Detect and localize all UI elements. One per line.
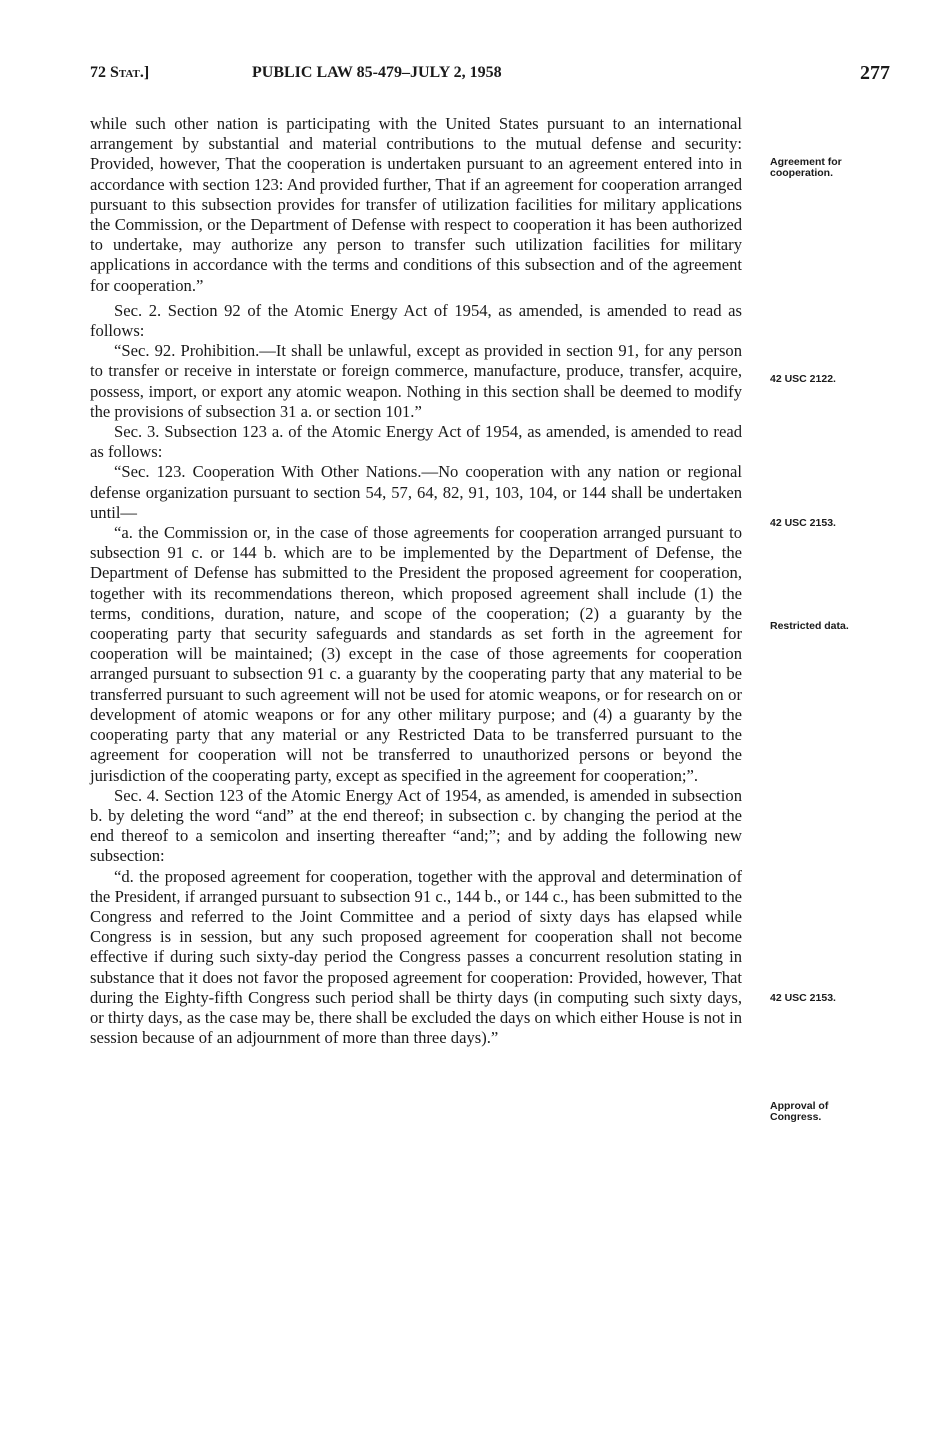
paragraph-sec-4: Sec. 4. Section 123 of the Atomic Energy Act of 1954, as amended, is amended in subsection b. by deleting the word “and” at the end thereof; in subsection c. by changing the period at the end thereof to a semicolon and inserting thereafter “and;”; and by adding the following new subsection: [90, 785, 742, 866]
paragraph-sub-d: “d. the proposed agreement for cooperation, together with the approval and determination of the President, if arranged pursuant to subsection 91 c., 144 b., or 144 c., has been submitted to the Congress and referred to the Joint Committee and a period of sixty days has elapsed while Congress is in session, but any such proposed agreement for cooperation shall not become effective if during such sixty-day period the Congress passes a concurrent resolution stating in substance that it does not favor the proposed agreement for cooperation: Provided, however, That during the Eighty-fifth Congress such period shall be thirty days (in computing such sixty days, or thirty days, as the case may be, there shall be excluded the days on which either House is not in session because of an adjournment of more than three days).” [90, 866, 742, 1048]
statute-volume-label: Stat.] [110, 64, 150, 81]
margin-note-usc-2153-a: 42 USC 2153. [770, 517, 836, 529]
margin-note-usc-2122: 42 USC 2122. [770, 373, 836, 385]
paragraph-sub-a: “a. the Commission or, in the case of those agreements for cooperation arranged pursuant to subsection 91 c. or 144 b. which are to be implemented by the Department of Defense, the Department of Defense has submitted to the President the proposed agreement for cooperation, together with its recommendations thereon, which proposed agreement shall include (1) the terms, conditions, duration, nature, and scope of the cooperation; (2) a guaranty by the cooperating party that security safeguards and standards as set forth in the agreement for cooperation will be maintained; (3) except in the case of those agreements for cooperation arranged pursuant to subsection 91 c. a guaranty by the cooperating party that any material to be transferred pursuant to such agreement will not be used for atomic weapons, or for research on or development of atomic weapons or for any other military purpose; and (4) a guaranty by the cooperating party that any material or any Restricted Data to be transferred pursuant to the agreement for cooperation will not be transferred to unauthorized persons or beyond the jurisdiction of the cooperating party, except as specified in the agreement for cooperation;”. [90, 523, 742, 785]
page-number: 277 [860, 62, 890, 84]
paragraph-sec-3: Sec. 3. Subsection 123 a. of the Atomic Energy Act of 1954, as amended, is amended to read as follows: [90, 422, 742, 462]
public-law-title: PUBLIC LAW 85-479–JULY 2, 1958 [252, 64, 502, 81]
statute-volume [90, 64, 149, 82]
paragraph-sec-92: “Sec. 92. Prohibition.—It shall be unlawful, except as provided in section 91, for any person to transfer or receive in interstate or foreign commerce, manufacture, produce, transfer, acquire, possess, import, or export any atomic weapon. Nothing in this section shall be deemed to modify the provisions of subsection 31 a. or section 101.” [90, 341, 742, 421]
body-text [90, 114, 742, 1048]
margin-note-agreement: Agreement for cooperation. [770, 156, 842, 179]
paragraph-1: while such other nation is participating with the United States pursuant to an international arrangement by substantial and material contributions to the mutual defense and security: Provided, however, That the cooperation is undertaken pursuant to an agreement entered into in accordance with section 123: And provided further, That if an agreement for cooperation arranged pursuant to this subsection provides for transfer of utilization facilities for military applications the Commission, or the Department of Defense with respect to cooperation it has been authorized to undertake, may authorize any person to transfer such utilization facilities for military applications in accordance with the terms and conditions of this subsection and of the agreement for cooperation.” [90, 114, 742, 295]
running-header [90, 64, 890, 92]
statute-volume-number: 72 [90, 64, 106, 81]
paragraph-sec-2: Sec. 2. Section 92 of the Atomic Energy Act of 1954, as amended, is amended to read as follows: [90, 300, 742, 341]
paragraph-sec-123: “Sec. 123. Cooperation With Other Nations.—No cooperation with any nation or regional defense organization pursuant to section 54, 57, 64, 82, 91, 103, 104, or 144 shall be undertaken until— [90, 462, 742, 522]
margin-note-approval: Approval of Congress. [770, 1100, 829, 1123]
margin-note-restricted-data: Restricted data. [770, 620, 849, 632]
margin-note-usc-2153-b: 42 USC 2153. [770, 992, 836, 1004]
